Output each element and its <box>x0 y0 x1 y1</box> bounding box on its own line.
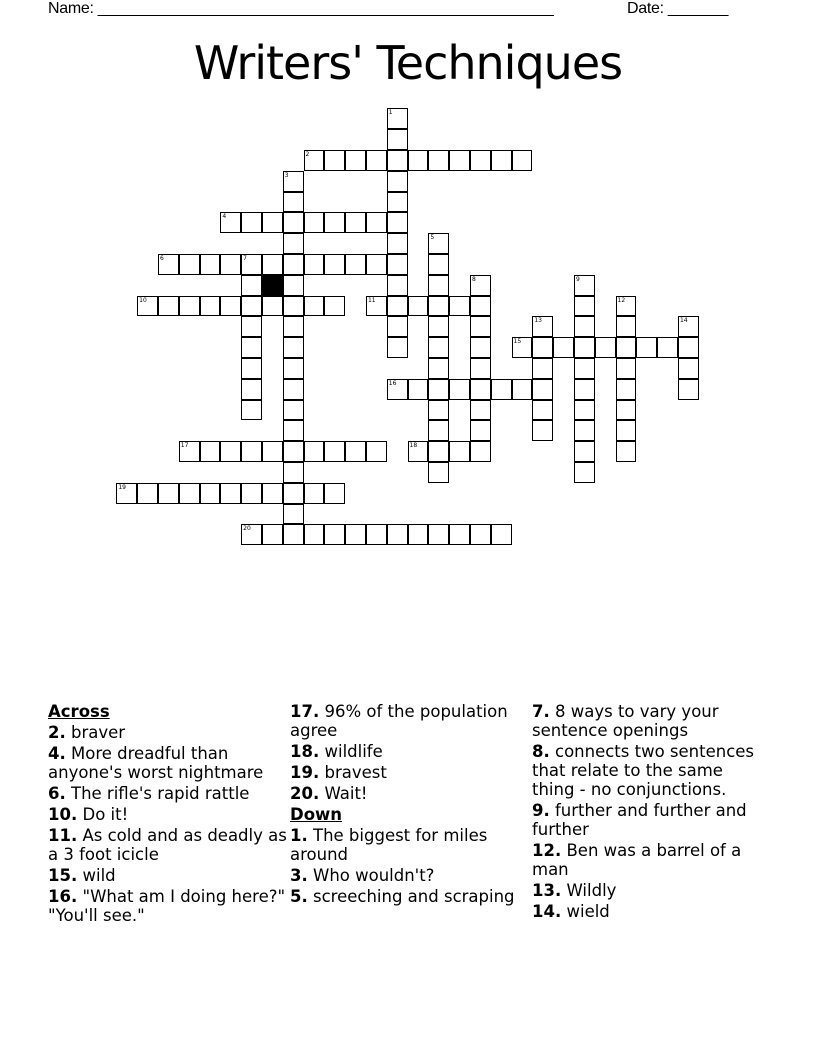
grid-cell[interactable] <box>470 316 491 337</box>
grid-cell[interactable] <box>116 483 137 504</box>
grid-cell[interactable] <box>616 400 637 421</box>
grid-cell[interactable] <box>304 296 325 317</box>
grid-cell[interactable] <box>158 296 179 317</box>
grid-cell[interactable] <box>532 316 553 337</box>
grid-cell[interactable] <box>449 296 470 317</box>
clue-number: 4. <box>48 744 66 763</box>
grid-cell[interactable] <box>387 108 408 129</box>
grid-cell[interactable] <box>595 337 616 358</box>
grid-cell[interactable] <box>366 296 387 317</box>
clue-text: 8 ways to vary your sentence openings <box>532 702 719 740</box>
grid-cell[interactable] <box>532 337 553 358</box>
grid-cell[interactable] <box>678 316 699 337</box>
clue-down <box>532 742 767 799</box>
grid-cell[interactable] <box>262 483 283 504</box>
grid-cell[interactable] <box>470 441 491 462</box>
clue-number: 5. <box>290 887 308 906</box>
grid-cell[interactable] <box>324 441 345 462</box>
clue-text: Wait! <box>324 784 368 803</box>
grid-cell[interactable] <box>345 524 366 545</box>
clue-across <box>48 723 288 742</box>
clue-number: 9. <box>532 801 550 820</box>
clue-number: 17 <box>180 442 189 450</box>
grid-cell[interactable] <box>200 483 221 504</box>
grid-cell[interactable] <box>283 192 304 213</box>
grid-cell[interactable] <box>241 296 262 317</box>
grid-cell[interactable] <box>574 358 595 379</box>
grid-cell[interactable] <box>241 275 262 296</box>
clue-across <box>290 742 530 761</box>
grid-cell[interactable] <box>283 358 304 379</box>
grid-cell[interactable] <box>304 150 325 171</box>
grid-cell[interactable] <box>324 524 345 545</box>
grid-cell[interactable] <box>512 150 533 171</box>
grid-cell[interactable] <box>241 441 262 462</box>
grid-cell[interactable] <box>574 316 595 337</box>
clue-number: 9 <box>575 275 580 283</box>
clue-number: 18 <box>409 442 418 450</box>
clue-text: More dreadful than anyone's worst nightmare <box>48 744 264 782</box>
grid-cell[interactable] <box>470 379 491 400</box>
grid-cell[interactable] <box>532 400 553 421</box>
grid-cell[interactable] <box>137 296 158 317</box>
grid-cell[interactable] <box>366 441 387 462</box>
grid-cell[interactable] <box>304 441 325 462</box>
clue-across <box>290 763 530 782</box>
grid-cell[interactable] <box>553 337 574 358</box>
clue-number: 2. <box>48 723 66 742</box>
grid-cell[interactable] <box>262 524 283 545</box>
grid-cell[interactable] <box>428 400 449 421</box>
clue-number: 3 <box>284 171 289 179</box>
grid-cell[interactable] <box>158 483 179 504</box>
grid-cell[interactable] <box>241 483 262 504</box>
grid-cell[interactable] <box>366 254 387 275</box>
clue-text: connects two sentences that relate to the same thing - no conjunctions. <box>532 742 755 799</box>
grid-cell[interactable] <box>366 150 387 171</box>
clue-down <box>532 902 767 921</box>
grid-cell[interactable] <box>262 212 283 233</box>
grid-cell[interactable] <box>324 483 345 504</box>
clue-number: 20 <box>243 525 251 533</box>
grid-cell[interactable] <box>220 254 241 275</box>
grid-cell[interactable] <box>283 504 304 525</box>
clue-text: Do it! <box>82 805 129 824</box>
grid-cell[interactable] <box>470 400 491 421</box>
grid-cell[interactable] <box>428 150 449 171</box>
clue-across <box>48 805 288 824</box>
grid-cell[interactable] <box>532 379 553 400</box>
grid-cell[interactable] <box>387 316 408 337</box>
grid-cell[interactable] <box>241 212 262 233</box>
grid-cell[interactable] <box>616 316 637 337</box>
clue-down <box>532 702 767 740</box>
grid-cell[interactable] <box>304 254 325 275</box>
grid-cell[interactable] <box>283 212 304 233</box>
clue-text: The biggest for miles around <box>290 826 488 864</box>
grid-cell[interactable] <box>387 171 408 192</box>
clue-number: 15 <box>513 338 522 346</box>
grid-cell[interactable] <box>283 462 304 483</box>
grid-cell[interactable] <box>449 524 470 545</box>
grid-cell[interactable] <box>283 254 304 275</box>
grid-cell[interactable] <box>616 441 637 462</box>
grid-cell[interactable] <box>449 150 470 171</box>
grid-cell[interactable] <box>200 441 221 462</box>
clue-number: 16 <box>388 379 397 387</box>
clue-number: 8 <box>471 275 476 283</box>
grid-cell[interactable] <box>345 254 366 275</box>
grid-cell[interactable] <box>283 379 304 400</box>
clues-column-1 <box>48 702 288 927</box>
grid-cell[interactable] <box>179 254 200 275</box>
grid-cell[interactable] <box>220 483 241 504</box>
grid-cell[interactable] <box>241 379 262 400</box>
grid-cell[interactable] <box>387 192 408 213</box>
grid-cell[interactable] <box>387 254 408 275</box>
clue-number: 6 <box>159 254 164 262</box>
grid-cell[interactable] <box>200 254 221 275</box>
grid-cell[interactable] <box>428 441 449 462</box>
grid-cell[interactable] <box>532 420 553 441</box>
grid-cell[interactable] <box>283 275 304 296</box>
grid-cell[interactable] <box>428 316 449 337</box>
grid-cell[interactable] <box>241 316 262 337</box>
grid-cell[interactable] <box>387 379 408 400</box>
grid-cell[interactable] <box>428 462 449 483</box>
clue-down <box>532 881 767 900</box>
grid-cell[interactable] <box>220 296 241 317</box>
grid-cell[interactable] <box>387 129 408 150</box>
clue-down <box>290 866 530 885</box>
grid-cell[interactable] <box>574 441 595 462</box>
grid-cell[interactable] <box>283 296 304 317</box>
grid-cell[interactable] <box>470 337 491 358</box>
clue-number: 19 <box>118 483 126 491</box>
grid-cell[interactable] <box>241 254 262 275</box>
clue-text: The rifle's rapid rattle <box>71 784 250 803</box>
grid-cell[interactable] <box>470 420 491 441</box>
clue-down <box>532 841 767 879</box>
grid-cell[interactable] <box>657 337 678 358</box>
grid-cell[interactable] <box>470 358 491 379</box>
grid-cell[interactable] <box>678 358 699 379</box>
grid-cell[interactable] <box>345 441 366 462</box>
grid-cell[interactable] <box>241 358 262 379</box>
page-title: Writers' Techniques <box>193 36 623 90</box>
grid-cell[interactable] <box>283 524 304 545</box>
grid-cell[interactable] <box>428 254 449 275</box>
grid-cell[interactable] <box>512 379 533 400</box>
grid-cell[interactable] <box>179 296 200 317</box>
clue-number: 4 <box>222 213 227 221</box>
grid-cell[interactable] <box>616 358 637 379</box>
clue-number: 8. <box>532 742 550 761</box>
grid-cell[interactable] <box>387 275 408 296</box>
clue-number: 17. <box>290 702 320 721</box>
grid-cell[interactable] <box>574 379 595 400</box>
grid-cell[interactable] <box>387 150 408 171</box>
clue-number: 15. <box>48 866 78 885</box>
grid-cell[interactable] <box>220 212 241 233</box>
grid-cell[interactable] <box>283 420 304 441</box>
clue-across <box>48 866 288 885</box>
grid-cell[interactable] <box>304 524 325 545</box>
grid-cell[interactable] <box>345 150 366 171</box>
grid-cell[interactable] <box>179 483 200 504</box>
grid-cell[interactable] <box>428 524 449 545</box>
grid-cell[interactable] <box>470 150 491 171</box>
clue-number: 3. <box>290 866 308 885</box>
grid-cell[interactable] <box>491 379 512 400</box>
grid-cell[interactable] <box>283 233 304 254</box>
clues-column-2 <box>290 702 530 908</box>
clue-number: 13. <box>532 881 562 900</box>
clue-number: 7 <box>243 254 247 262</box>
grid-cell[interactable] <box>470 275 491 296</box>
grid-cell[interactable] <box>283 483 304 504</box>
clue-down <box>290 887 530 906</box>
grid-cell[interactable] <box>366 524 387 545</box>
grid-cell[interactable] <box>387 296 408 317</box>
clue-number: 19. <box>290 763 320 782</box>
clue-text: wild <box>82 866 116 885</box>
clue-number: 14 <box>679 317 688 325</box>
clue-text: Who wouldn't? <box>313 866 435 885</box>
clue-text: As cold and as deadly as a 3 foot icicle <box>48 826 287 864</box>
grid-cell[interactable] <box>387 233 408 254</box>
across-heading: Across <box>48 702 110 721</box>
grid-cell[interactable] <box>158 254 179 275</box>
clue-number: 1 <box>388 109 393 117</box>
clue-number: 11 <box>367 296 376 304</box>
grid-cell[interactable] <box>408 150 429 171</box>
grid-cell[interactable] <box>428 233 449 254</box>
grid-cell[interactable] <box>532 358 553 379</box>
clue-text: screeching and scraping <box>313 887 515 906</box>
clue-text: braver <box>71 723 126 742</box>
grid-cell[interactable] <box>678 379 699 400</box>
down-heading: Down <box>290 805 343 824</box>
grid-cell[interactable] <box>616 296 637 317</box>
name-field[interactable]: Name: _____________________________________________________ <box>48 0 554 17</box>
clue-text: wield <box>566 902 610 921</box>
grid-cell[interactable] <box>491 150 512 171</box>
grid-cell[interactable] <box>470 524 491 545</box>
grid-cell[interactable] <box>283 337 304 358</box>
grid-cell[interactable] <box>387 212 408 233</box>
clue-number: 18. <box>290 742 320 761</box>
clue-number: 14. <box>532 902 562 921</box>
clue-down <box>290 826 530 864</box>
grid-cell[interactable] <box>512 337 533 358</box>
grid-cell[interactable] <box>574 296 595 317</box>
grid-cell[interactable] <box>324 150 345 171</box>
grid-cell[interactable] <box>428 296 449 317</box>
clue-text: further and further and further <box>532 801 747 839</box>
grid-cell[interactable] <box>449 441 470 462</box>
clue-number: 1. <box>290 826 308 845</box>
grid-cell[interactable] <box>241 524 262 545</box>
grid-cell[interactable] <box>324 212 345 233</box>
grid-cell[interactable] <box>324 296 345 317</box>
clue-number: 5 <box>430 234 435 242</box>
grid-cell[interactable] <box>345 212 366 233</box>
grid-cell[interactable] <box>283 441 304 462</box>
grid-cell[interactable] <box>241 337 262 358</box>
grid-cell[interactable] <box>262 296 283 317</box>
grid-cell[interactable] <box>470 296 491 317</box>
clue-number: 16. <box>48 887 78 906</box>
grid-cell[interactable] <box>616 420 637 441</box>
date-field[interactable]: Date: _______ <box>627 0 729 17</box>
clue-text: Wildly <box>566 881 617 900</box>
clue-text: Ben was a barrel of a man <box>532 841 742 879</box>
clue-across <box>290 784 530 803</box>
clue-number: 11. <box>48 826 78 845</box>
grid-cell[interactable] <box>262 254 283 275</box>
clue-text: 96% of the population agree <box>290 702 508 740</box>
clue-number: 12. <box>532 841 562 860</box>
clue-number: 20. <box>290 784 320 803</box>
grid-cell[interactable] <box>428 420 449 441</box>
grid-cell[interactable] <box>200 296 221 317</box>
grid-cell[interactable] <box>241 400 262 421</box>
grid-cell[interactable] <box>220 441 241 462</box>
grid-cell[interactable] <box>408 441 429 462</box>
grid-cell[interactable] <box>574 275 595 296</box>
clue-number: 2 <box>305 150 310 158</box>
grid-cell[interactable] <box>408 296 429 317</box>
grid-cell[interactable] <box>636 337 657 358</box>
grid-cell[interactable] <box>408 524 429 545</box>
grid-cell[interactable] <box>574 420 595 441</box>
grid-cell[interactable] <box>179 441 200 462</box>
clue-number: 6. <box>48 784 66 803</box>
grid-cell[interactable] <box>283 316 304 337</box>
clue-across <box>290 702 530 740</box>
grid-cell[interactable] <box>491 524 512 545</box>
grid-cell[interactable] <box>137 483 158 504</box>
grid-cell[interactable] <box>304 483 325 504</box>
grid-cell[interactable] <box>387 524 408 545</box>
grid-cell[interactable] <box>449 379 470 400</box>
grid-cell[interactable] <box>428 379 449 400</box>
grid-cell[interactable] <box>574 337 595 358</box>
grid-cell[interactable] <box>574 400 595 421</box>
grid-cell[interactable] <box>262 441 283 462</box>
grid-cell[interactable] <box>678 337 699 358</box>
grid-cell[interactable] <box>428 337 449 358</box>
grid-cell[interactable] <box>428 275 449 296</box>
grid-cell[interactable] <box>408 379 429 400</box>
clue-text: wildlife <box>324 742 383 761</box>
grid-cell[interactable] <box>304 212 325 233</box>
grid-cell[interactable] <box>366 212 387 233</box>
clue-across <box>48 784 288 803</box>
black-square <box>262 275 283 296</box>
clue-across <box>48 826 288 864</box>
clues-column-3 <box>532 702 767 923</box>
grid-cell[interactable] <box>387 337 408 358</box>
grid-cell[interactable] <box>283 171 304 192</box>
grid-cell[interactable] <box>283 400 304 421</box>
grid-cell[interactable] <box>616 379 637 400</box>
grid-cell[interactable] <box>574 462 595 483</box>
grid-cell[interactable] <box>616 337 637 358</box>
clue-number: 12 <box>617 296 626 304</box>
clue-across <box>48 887 288 925</box>
clue-text: "What am I doing here?" "You'll see." <box>48 887 286 925</box>
clue-number: 10. <box>48 805 78 824</box>
clue-number: 10 <box>139 296 147 304</box>
clue-number: 7. <box>532 702 550 721</box>
clue-across <box>48 744 288 782</box>
clue-number: 13 <box>534 317 542 325</box>
grid-cell[interactable] <box>428 358 449 379</box>
grid-cell[interactable] <box>324 254 345 275</box>
clue-text: bravest <box>324 763 387 782</box>
clue-down <box>532 801 767 839</box>
